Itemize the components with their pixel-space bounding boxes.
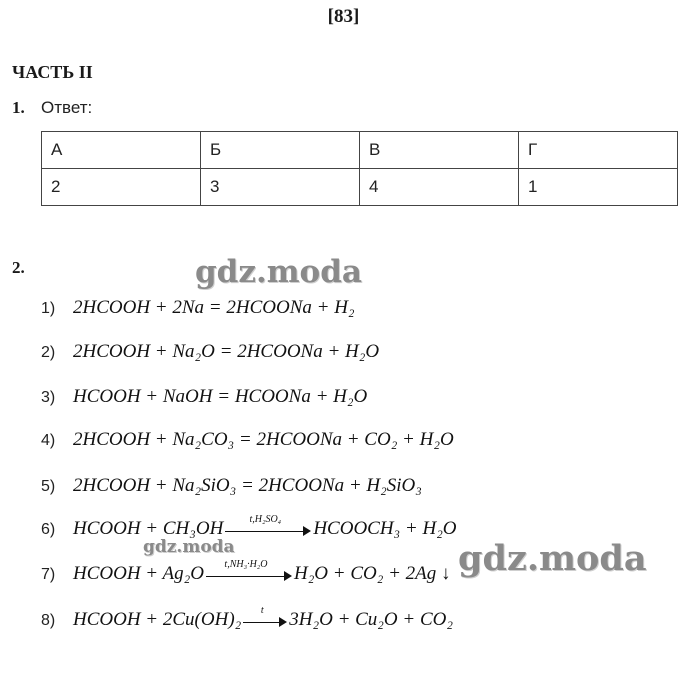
value-cell-v: 4	[360, 169, 519, 206]
equation-number: 6)	[41, 521, 56, 538]
question-1-number: 1.	[12, 98, 25, 117]
equation-right: H₂O + CO₂ + 2Ag ↓	[293, 563, 451, 584]
header-cell-a: А	[42, 132, 201, 169]
equation-number: 5)	[41, 478, 56, 495]
equation-text: 2HCOOH + Na₂SiO₃ = 2HCOONa + H₂SiO₃	[73, 475, 422, 496]
equation-text: 2HCOOH + Na₂CO₃ = 2HCOONa + CO₂ + H₂O	[73, 429, 454, 450]
reaction-condition: t	[260, 604, 264, 616]
equation-4	[41, 429, 454, 451]
answer-table-header-row	[42, 132, 678, 169]
equation-right: 3H₂O + Cu₂O + CO₂	[289, 609, 453, 630]
value-cell-g: 1	[519, 169, 678, 206]
answer-label: Ответ:	[41, 98, 93, 117]
equation-left: HCOOH + Ag₂O	[73, 563, 204, 584]
equation-number: 8)	[41, 612, 56, 629]
question-2-number: 2.	[12, 258, 25, 277]
equation-right: HCOOCH₃ + H₂O	[313, 518, 457, 539]
reaction-arrow	[206, 558, 292, 584]
value-cell-a: 2	[42, 169, 201, 206]
section-title: ЧАСТЬ II	[12, 62, 93, 82]
equation-number: 3)	[41, 389, 56, 406]
value-cell-b: 3	[201, 169, 360, 206]
equation-number: 2)	[41, 344, 56, 361]
header-cell-g: Г	[519, 132, 678, 169]
equation-2	[41, 341, 379, 363]
equation-left: HCOOH + CH₃OH	[73, 518, 224, 539]
watermark: gdz.moda	[143, 537, 235, 557]
equation-number: 4)	[41, 432, 56, 449]
equation-number: 1)	[41, 300, 56, 317]
reaction-condition: t,H₂SO₄	[249, 513, 282, 525]
page-number: [83]	[327, 6, 360, 27]
equation-number: 7)	[41, 566, 56, 583]
equation-8	[41, 604, 453, 631]
equation-3	[41, 386, 367, 408]
equation-text: HCOOH + NaOH = HCOONa + H₂O	[73, 386, 368, 407]
equation-left: HCOOH + 2Cu(OH)₂	[73, 609, 242, 630]
equation-6	[41, 513, 457, 540]
equation-text: 2HCOOH + Na₂O = 2HCOONa + H₂O	[73, 341, 380, 362]
header-cell-b: Б	[201, 132, 360, 169]
answer-table	[41, 131, 678, 206]
watermark: gdz.moda	[458, 538, 647, 579]
reaction-arrow	[225, 513, 311, 539]
reaction-arrow	[243, 604, 287, 630]
header-cell-v: В	[360, 132, 519, 169]
answer-table-value-row	[42, 169, 678, 206]
equation-7	[41, 558, 451, 585]
equation-text: 2HCOOH + 2Na = 2HCOONa + H₂	[73, 297, 355, 318]
reaction-condition: t,NH₃·H₂O	[224, 558, 268, 570]
equation-1	[41, 297, 355, 319]
equation-5	[41, 475, 422, 497]
watermark: gdz.moda	[195, 254, 362, 290]
